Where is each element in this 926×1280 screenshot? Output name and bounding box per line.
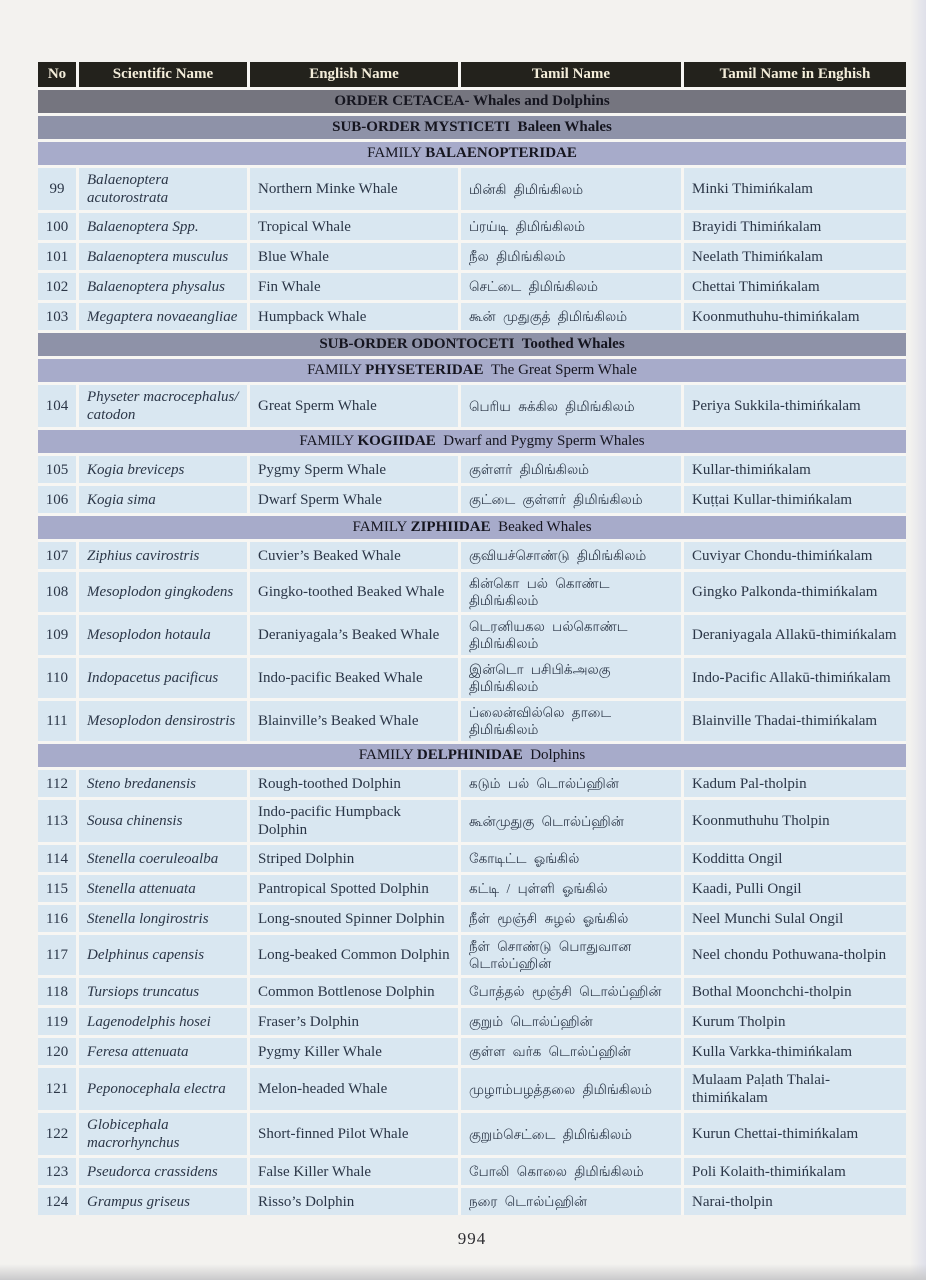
tamil-name: நீல திமிங்கிலம் [461, 243, 681, 270]
section-band-prefix: FAMILY [358, 747, 417, 763]
row-number: 100 [38, 213, 76, 240]
scientific-name: Balaenoptera musculus [79, 243, 247, 270]
row-number: 111 [38, 701, 76, 741]
english-name: Pygmy Killer Whale [250, 1038, 458, 1065]
tamil-name: டெரனியகல பல்கொண்ட திமிங்கிலம் [461, 615, 681, 655]
english-name: Blue Whale [250, 243, 458, 270]
section-band-subtitle: Dwarf and Pygmy Sperm Whales [435, 433, 645, 449]
scientific-name: Delphinus capensis [79, 935, 247, 975]
tamil-name: குள்ளர் திமிங்கிலம் [461, 456, 681, 483]
row-number: 112 [38, 770, 76, 797]
row-number: 114 [38, 845, 76, 872]
scientific-name: Grampus griseus [79, 1188, 247, 1215]
section-band-suborder [38, 116, 906, 139]
row-number: 115 [38, 875, 76, 902]
row-number: 110 [38, 658, 76, 698]
tamil-name-in-english: Minki Thimińkalam [684, 168, 906, 210]
section-band-family [38, 142, 906, 165]
tamil-name-in-english: Poli Kolaith-thimińkalam [684, 1158, 906, 1185]
tamil-name: மின்கி திமிங்கிலம் [461, 168, 681, 210]
scientific-name: Indopacetus pacificus [79, 658, 247, 698]
english-name: Indo-pacific Humpback Dolphin [250, 800, 458, 842]
row-number: 120 [38, 1038, 76, 1065]
section-band-family [38, 359, 906, 382]
english-name: Tropical Whale [250, 213, 458, 240]
section-band-subtitle: Dolphins [522, 747, 586, 763]
tamil-name-in-english: Kodditta Ongil [684, 845, 906, 872]
column-header: Tamil Name [461, 62, 681, 87]
english-name: Deraniyagala’s Beaked Whale [250, 615, 458, 655]
tamil-name: குறும்செட்டை திமிங்கிலம் [461, 1113, 681, 1155]
page-number: 994 [457, 1229, 487, 1248]
tamil-name: ப்லைன்வில்லெ தாடை திமிங்கிலம் [461, 701, 681, 741]
tamil-name: கின்கொ பல் கொண்ட திமிங்கிலம் [461, 572, 681, 612]
scientific-name: Feresa attenuata [79, 1038, 247, 1065]
english-name: Blainville’s Beaked Whale [250, 701, 458, 741]
tamil-name: போத்தல் மூஞ்சி டொல்ப்ஹின் [461, 978, 681, 1005]
scientific-name: Sousa chinensis [79, 800, 247, 842]
tamil-name-in-english: Kurum Tholpin [684, 1008, 906, 1035]
section-band-prefix: FAMILY [352, 519, 411, 535]
tamil-name-in-english: Periya Sukkila-thimińkalam [684, 385, 906, 427]
scientific-name: Balaenoptera Spp. [79, 213, 247, 240]
scientific-name: Stenella longirostris [79, 905, 247, 932]
section-band-subtitle: Beaked Whales [490, 519, 592, 535]
tamil-name-in-english: Kullar-thimińkalam [684, 456, 906, 483]
column-header: No [38, 62, 76, 87]
english-name: Dwarf Sperm Whale [250, 486, 458, 513]
tamil-name-in-english: Mulaam Paḷath Thalai-thimińkalam [684, 1068, 906, 1110]
tamil-name: நரை டொல்ப்ஹின் [461, 1188, 681, 1215]
tamil-name: போலி கொலை திமிங்கிலம் [461, 1158, 681, 1185]
tamil-name: குள்ள வர்க டொல்ப்ஹின் [461, 1038, 681, 1065]
english-name: Long-beaked Common Dolphin [250, 935, 458, 975]
row-number: 108 [38, 572, 76, 612]
tamil-name-in-english: Kurun Chettai-thimińkalam [684, 1113, 906, 1155]
english-name: Humpback Whale [250, 303, 458, 330]
tamil-name-in-english: Koonmuthuhu Tholpin [684, 800, 906, 842]
scientific-name: Steno bredanensis [79, 770, 247, 797]
english-name: Striped Dolphin [250, 845, 458, 872]
row-number: 118 [38, 978, 76, 1005]
scientific-name: Globicephala macrorhynchus [79, 1113, 247, 1155]
tamil-name-in-english: Brayidi Thimińkalam [684, 213, 906, 240]
tamil-name: இன்டொ பசிபிக்அலகு திமிங்கிலம் [461, 658, 681, 698]
scientific-name: Mesoplodon hotaula [79, 615, 247, 655]
row-number: 117 [38, 935, 76, 975]
scientific-name: Ziphius cavirostris [79, 542, 247, 569]
english-name: Common Bottlenose Dolphin [250, 978, 458, 1005]
section-band-title: PHYSETERIDAE [365, 362, 484, 378]
section-band-prefix: FAMILY [299, 433, 358, 449]
tamil-name-in-english: Koonmuthuhu-thimińkalam [684, 303, 906, 330]
scientific-name: Megaptera novaeangliae [79, 303, 247, 330]
english-name: Pantropical Spotted Dolphin [250, 875, 458, 902]
section-band-prefix: FAMILY [307, 362, 366, 378]
tamil-name: பெரிய சுக்கில திமிங்கிலம் [461, 385, 681, 427]
page-right-edge [910, 0, 926, 1280]
english-name: Cuvier’s Beaked Whale [250, 542, 458, 569]
tamil-name-in-english: Cuviyar Chondu-thimińkalam [684, 542, 906, 569]
tamil-name-in-english: Neelath Thimińkalam [684, 243, 906, 270]
tamil-name-in-english: Blainville Thadai-thimińkalam [684, 701, 906, 741]
tamil-name: குவியச்சொண்டு திமிங்கிலம் [461, 542, 681, 569]
column-header: Scientific Name [79, 62, 247, 87]
section-band-suborder [38, 333, 906, 356]
scientific-name: Physeter macrocephalus/ catodon [79, 385, 247, 427]
row-number: 104 [38, 385, 76, 427]
english-name: Short-finned Pilot Whale [250, 1113, 458, 1155]
english-name: Indo-pacific Beaked Whale [250, 658, 458, 698]
tamil-name: ப்ரய்டி திமிங்கிலம் [461, 213, 681, 240]
tamil-name: நீள் சொண்டு பொதுவான டொல்ப்ஹின் [461, 935, 681, 975]
section-band-subtitle: The Great Sperm Whale [483, 362, 637, 378]
tamil-name: குட்டை குள்ளர் திமிங்கிலம் [461, 486, 681, 513]
section-band-prefix: FAMILY [367, 145, 426, 161]
row-number: 119 [38, 1008, 76, 1035]
english-name: Rough-toothed Dolphin [250, 770, 458, 797]
tamil-name: செட்டை திமிங்கிலம் [461, 273, 681, 300]
tamil-name-in-english: Indo-Pacific Allakū-thimińkalam [684, 658, 906, 698]
tamil-name: முழாம்பழத்தலை திமிங்கிலம் [461, 1068, 681, 1110]
english-name: False Killer Whale [250, 1158, 458, 1185]
species-table [38, 62, 906, 1215]
english-name: Fraser’s Dolphin [250, 1008, 458, 1035]
english-name: Risso’s Dolphin [250, 1188, 458, 1215]
english-name: Long-snouted Spinner Dolphin [250, 905, 458, 932]
row-number: 121 [38, 1068, 76, 1110]
scientific-name: Kogia breviceps [79, 456, 247, 483]
english-name: Melon-headed Whale [250, 1068, 458, 1110]
section-band-order [38, 90, 906, 113]
row-number: 107 [38, 542, 76, 569]
tamil-name-in-english: Narai-tholpin [684, 1188, 906, 1215]
scientific-name: Peponocephala electra [79, 1068, 247, 1110]
section-band-title: BALAENOPTERIDAE [425, 145, 577, 161]
tamil-name-in-english: Bothal Moonchchi-tholpin [684, 978, 906, 1005]
tamil-name: கடும் பல் டொல்ப்ஹின் [461, 770, 681, 797]
row-number: 123 [38, 1158, 76, 1185]
column-header: Tamil Name in Enghish [684, 62, 906, 87]
row-number: 103 [38, 303, 76, 330]
scientific-name: Pseudorca crassidens [79, 1158, 247, 1185]
tamil-name-in-english: Kulla Varkka-thimińkalam [684, 1038, 906, 1065]
scientific-name: Stenella coeruleoalba [79, 845, 247, 872]
scientific-name: Tursiops truncatus [79, 978, 247, 1005]
tamil-name-in-english: Neel chondu Pothuwana-tholpin [684, 935, 906, 975]
english-name: Gingko-toothed Beaked Whale [250, 572, 458, 612]
tamil-name-in-english: Chettai Thimińkalam [684, 273, 906, 300]
tamil-name: கூன் முதுகுத் திமிங்கிலம் [461, 303, 681, 330]
row-number: 101 [38, 243, 76, 270]
tamil-name: குறும் டொல்ப்ஹின் [461, 1008, 681, 1035]
row-number: 122 [38, 1113, 76, 1155]
row-number: 106 [38, 486, 76, 513]
english-name: Fin Whale [250, 273, 458, 300]
row-number: 109 [38, 615, 76, 655]
section-band-family [38, 430, 906, 453]
scientific-name: Lagenodelphis hosei [79, 1008, 247, 1035]
section-band-title: KOGIIDAE [357, 433, 436, 449]
section-band-title: ORDER CETACEA- Whales and Dolphins [334, 93, 610, 109]
scientific-name: Balaenoptera acutorostrata [79, 168, 247, 210]
row-number: 113 [38, 800, 76, 842]
row-number: 116 [38, 905, 76, 932]
english-name: Pygmy Sperm Whale [250, 456, 458, 483]
section-band-title: ZIPHIIDAE [410, 519, 491, 535]
row-number: 99 [38, 168, 76, 210]
tamil-name-in-english: Kuṭṭai Kullar-thimińkalam [684, 486, 906, 513]
section-band-family [38, 516, 906, 539]
section-band-title: SUB-ORDER ODONTOCETI Toothed Whales [319, 336, 625, 352]
tamil-name-in-english: Deraniyagala Allakū-thimińkalam [684, 615, 906, 655]
scientific-name: Balaenoptera physalus [79, 273, 247, 300]
tamil-name-in-english: Kaadi, Pulli Ongil [684, 875, 906, 902]
row-number: 102 [38, 273, 76, 300]
tamil-name-in-english: Kadum Pal-tholpin [684, 770, 906, 797]
tamil-name: கட்டி / புள்ளி ஓங்கில் [461, 875, 681, 902]
scientific-name: Kogia sima [79, 486, 247, 513]
tamil-name: கூன்முதுகு டொல்ப்ஹின் [461, 800, 681, 842]
section-band-title: DELPHINIDAE [416, 747, 523, 763]
tamil-name-in-english: Neel Munchi Sulal Ongil [684, 905, 906, 932]
page-bottom-edge [0, 1264, 926, 1280]
english-name: Great Sperm Whale [250, 385, 458, 427]
tamil-name-in-english: Gingko Palkonda-thimińkalam [684, 572, 906, 612]
section-band-family [38, 744, 906, 767]
scientific-name: Mesoplodon gingkodens [79, 572, 247, 612]
section-band-title: SUB-ORDER MYSTICETI Baleen Whales [332, 119, 612, 135]
row-number: 105 [38, 456, 76, 483]
tamil-name: கோடிட்ட ஓங்கில் [461, 845, 681, 872]
tamil-name: நீள் மூஞ்சி சுழல் ஓங்கில் [461, 905, 681, 932]
english-name: Northern Minke Whale [250, 168, 458, 210]
column-header: English Name [250, 62, 458, 87]
scientific-name: Stenella attenuata [79, 875, 247, 902]
scientific-name: Mesoplodon densirostris [79, 701, 247, 741]
page-footer [38, 1229, 906, 1249]
row-number: 124 [38, 1188, 76, 1215]
